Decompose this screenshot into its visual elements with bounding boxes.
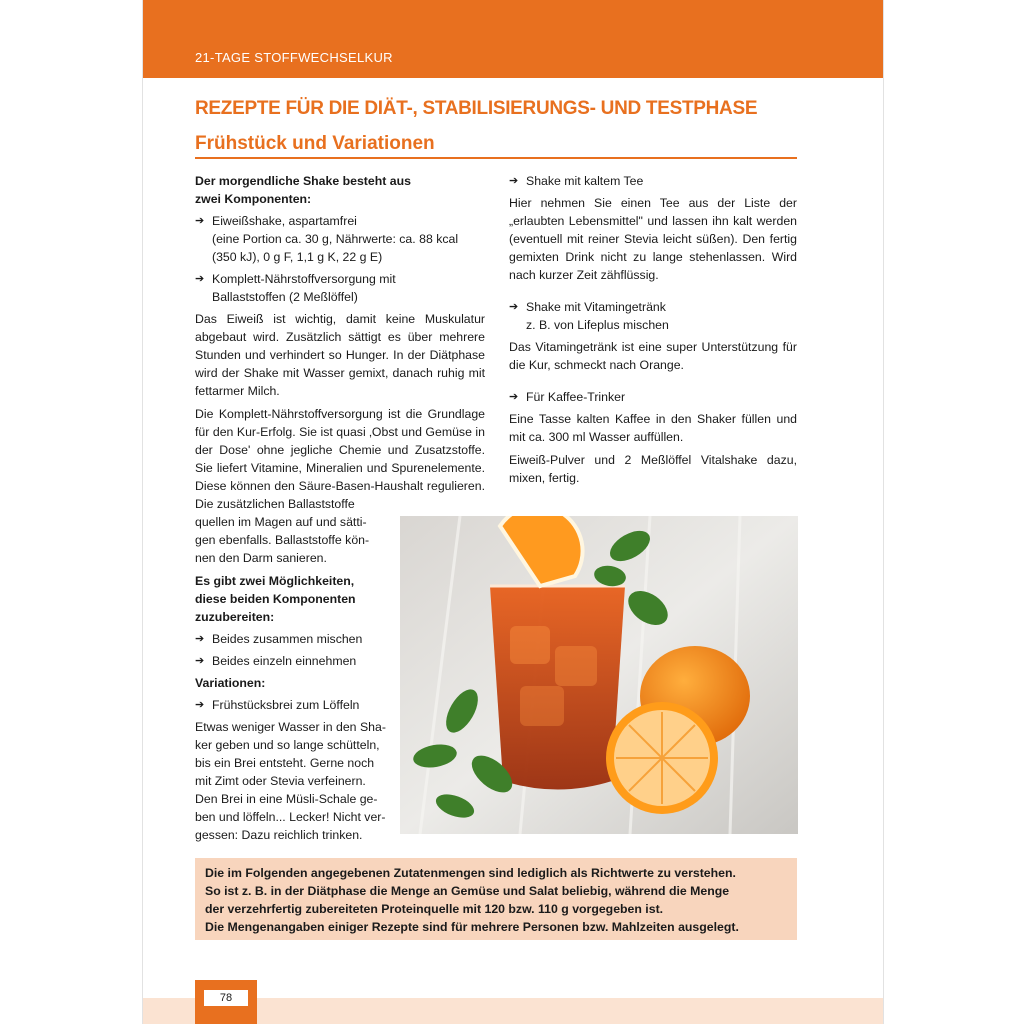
variation-item: ➔ Shake mit Vitamingetränk z. B. von Lifeplus mischen <box>509 300 669 332</box>
variation-item: ➔ Shake mit kaltem Tee <box>509 174 644 188</box>
option-item: ➔ Beides einzeln einnehmen <box>195 654 357 668</box>
nutrient-paragraph: Die Komplett-Nährstoffversorgung ist die Grundlage für den Kur-Erfolg. Sie ist quasi ‚Obst und Gemüse in der Dose' ohne jegliche Chemie und Zusatzstoffe. Sie liefert Vitamine, Mineralien und Spurenelemente. Diese können den Säure-Basen-Haushalt regulieren. Die zusätzlichen Ballaststoffe <box>195 407 485 511</box>
coffee-paragraph: Eine Tasse kalten Kaffee in den Shaker füllen und mit ca. 300 ml Wasser auffüllen. <box>509 412 797 444</box>
options-heading: Es gibt zwei Möglichkeiten, diese beiden Komponenten zuzubereiten: <box>195 574 356 624</box>
intro-heading: Der morgendliche Shake besteht aus zwei Komponenten: <box>195 174 411 206</box>
header-band <box>143 0 883 78</box>
component-item: ➔ Komplett-Nährstoffversorgung mit Ballaststoffen (2 Meßlöffel) <box>195 272 396 304</box>
arrow-right-icon: ➔ <box>195 273 205 285</box>
title-rule <box>195 157 797 159</box>
variation-item: ➔ Frühstücksbrei zum Löffeln <box>195 698 360 712</box>
page-number-tab <box>195 980 257 1024</box>
component-item: ➔ Eiweißshake, aspartamfrei (eine Portion ca. 30 g, Nährwerte: ca. 88 kcal (350 kJ), 0 g F, 1,1 g K, 22 g E) <box>195 214 459 264</box>
arrow-right-icon: ➔ <box>509 301 519 313</box>
variation-text: Etwas weniger Wasser in den Sha- ker geben und so lange schütteln, bis ein Brei entsteht. Gerne noch mit Zimt oder Stevia verfeinern. Den Brei in eine Müsli-Schale ge- ben und löffeln... Lecker! Nicht ver- gessen: Dazu reichlich trinken. <box>195 720 386 842</box>
running-title: 21-TAGE STOFFWECHSELKUR <box>195 50 393 65</box>
arrow-right-icon: ➔ <box>195 633 205 645</box>
right-column <box>509 172 797 492</box>
coffee-paragraph-2: Eiweiß-Pulver und 2 Meßlöffel Vitalshake dazu, mixen, fertig. <box>509 453 797 485</box>
arrow-right-icon: ➔ <box>509 175 519 187</box>
section-subtitle: Frühstück und Variationen <box>195 133 435 154</box>
iced-tea-illustration <box>400 516 798 834</box>
protein-paragraph: Das Eiweiß ist wichtig, damit keine Muskulatur abgebaut wird. Zusätzlich sättigt es über mehrere Stunden und verhindert so Hunger. In der Diätphase wird der Shake mit Wasser gemixt, danach ruhig mit fettarmer Milch. <box>195 312 485 398</box>
variations-heading: Variationen: <box>195 676 266 690</box>
iced-tea-photo <box>400 516 798 834</box>
arrow-right-icon: ➔ <box>195 215 205 227</box>
variation-item: ➔ Für Kaffee-Trinker <box>509 390 626 404</box>
arrow-right-icon: ➔ <box>195 699 205 711</box>
tea-paragraph: Hier nehmen Sie einen Tee aus der Liste der „erlaubten Lebensmittel" und lassen ihn kalt werden (eventuell mit reiner Stevia leicht süßen). Den fertig gemixten Drink nicht zu lange stehenlassen. Wird nach kurzer Zeit zähflüssig. <box>509 196 797 282</box>
option-item: ➔ Beides zusammen mischen <box>195 632 363 646</box>
section-title: REZEPTE FÜR DIE DIÄT-, STABILISIERUNGS- UND TESTPHASE <box>195 98 758 119</box>
notice-box: Die im Folgenden angegebenen Zutatenmengen sind lediglich als Richtwerte zu verstehen. So ist z. B. in der Diätphase die Menge an Gemüse und Salat beliebig, während die Menge der verzehrfertig zubereiteten Proteinquelle mit 120 bzw. 110 g vorgegeben ist. Die Mengenangaben einiger Rezepte sind für mehrere Personen bzw. Mahlzeiten ausgelegt. <box>195 858 797 940</box>
arrow-right-icon: ➔ <box>509 391 519 403</box>
page-number: 78 <box>204 990 248 1006</box>
book-page <box>142 0 884 1024</box>
arrow-right-icon: ➔ <box>195 655 205 667</box>
nutrient-paragraph-continued: quellen im Magen auf und sätti- gen ebenfalls. Ballaststoffe kön- nen den Darm sanieren. <box>195 515 370 565</box>
vitamin-paragraph: Das Vitamingetränk ist eine super Unterstützung für die Kur, schmeckt nach Orange. <box>509 340 797 372</box>
